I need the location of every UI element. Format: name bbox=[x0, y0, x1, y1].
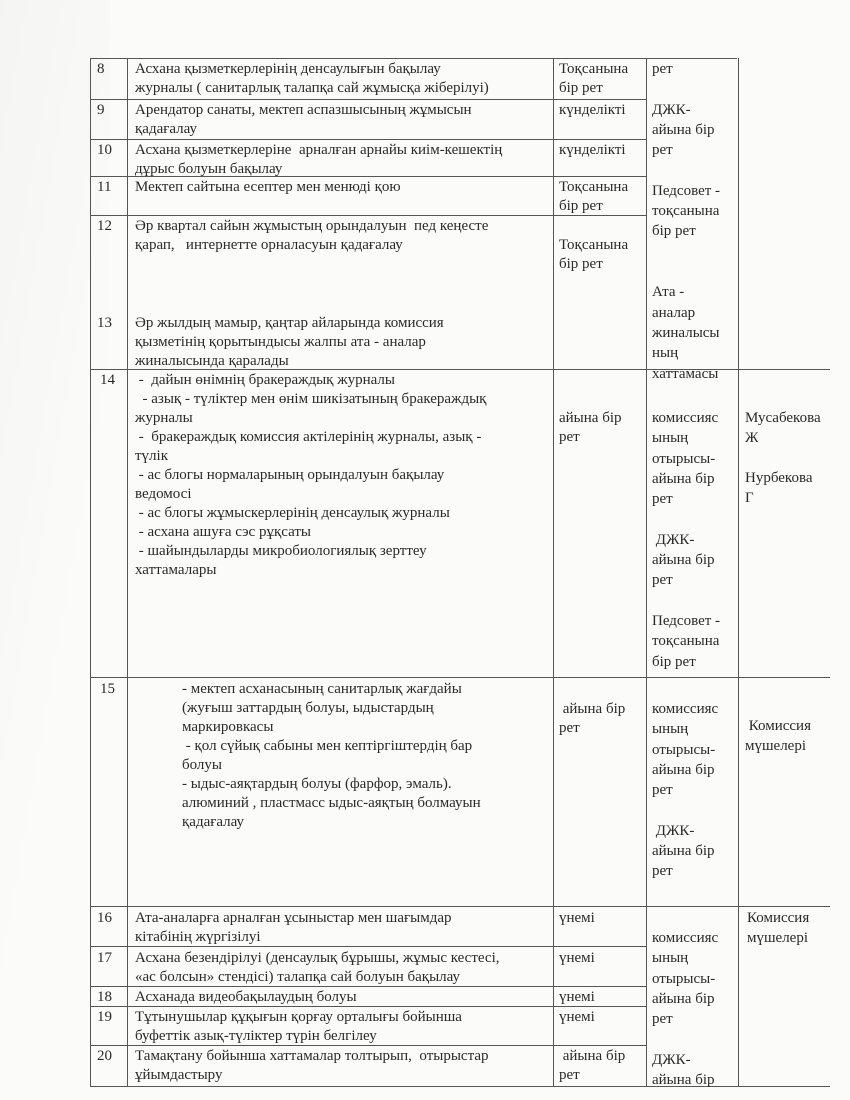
report-form-line: ДЖК- bbox=[652, 532, 695, 548]
report-form-line: комиссияс bbox=[652, 701, 719, 717]
row-text-line: Асхана қызметкерлеріне арналған арнайы киім-кешектің bbox=[135, 142, 503, 158]
row-text-line: журналы bbox=[135, 410, 193, 426]
report-form-line: Педсовет - bbox=[652, 183, 721, 199]
row-number: 8 bbox=[97, 61, 105, 77]
report-form-line: хаттамасы bbox=[652, 366, 719, 382]
report-form-line: айына бір bbox=[652, 1072, 715, 1088]
report-form-line: комиссияс bbox=[652, 930, 719, 946]
row-text-line: - шайындыларды микробиологиялық зерттеу bbox=[135, 543, 427, 559]
report-form-line: айына бір bbox=[652, 991, 715, 1007]
row-text-line: Асханада видеобақылаудың болуы bbox=[135, 989, 357, 1005]
row-number: 10 bbox=[97, 142, 112, 158]
scan-shadow bbox=[0, 0, 110, 1100]
report-form-line: бір рет bbox=[652, 223, 696, 239]
row-text-line: - азық - түліктер мен өнім шикізатының бракераждық bbox=[135, 391, 487, 407]
report-form-line: ДЖК- bbox=[652, 823, 695, 839]
row-text-line: қадағалау bbox=[182, 814, 245, 830]
row-text-line: буфеттік азық-түліктер түрін белгілеу bbox=[135, 1028, 377, 1044]
row-text-line: Асхана безендірілуі (денсаулық бұрышы, жұмыс кестесі, bbox=[135, 950, 500, 966]
row-number: 18 bbox=[97, 989, 112, 1005]
report-form-line: ының bbox=[652, 950, 689, 966]
responsible-line: Комиссия bbox=[745, 718, 811, 734]
row-text-line: Мектеп сайтына есептер мен менюді қою bbox=[135, 179, 401, 195]
row-number: 11 bbox=[97, 179, 112, 195]
report-form-line: жиналысы bbox=[652, 325, 720, 341]
report-form-line: ының bbox=[652, 721, 689, 737]
period-text: рет bbox=[559, 429, 580, 445]
report-form-line: комиссияс bbox=[652, 410, 719, 426]
period-text: рет bbox=[559, 720, 580, 736]
row-text-line: алюминий , пластмасс ыдыс-аяқтың болмауын bbox=[182, 795, 481, 811]
report-form-line: ДЖК- bbox=[652, 102, 691, 118]
report-form-line: айына бір bbox=[652, 843, 715, 859]
row-text-line: қызметінің қорытындысы жалпы ата - аналар bbox=[135, 334, 426, 350]
period-text: үнемі bbox=[559, 910, 595, 926]
responsible-line: Ж bbox=[745, 430, 759, 446]
period-text: бір рет bbox=[559, 256, 603, 272]
report-form-line: бір рет bbox=[652, 654, 696, 670]
responsible-line: мүшелері bbox=[745, 738, 807, 754]
row-number: 9 bbox=[97, 102, 105, 118]
row-number: 20 bbox=[97, 1048, 112, 1064]
row-text-line: жиналысында қаралады bbox=[135, 353, 289, 369]
row-text-line: - дайын өнімнің бракераждық журналы bbox=[135, 372, 395, 388]
period-text: күнделікті bbox=[559, 142, 626, 158]
report-form-line: рет bbox=[652, 491, 673, 507]
row-text-line: Асхана қызметкерлерінің денсаулығын бақылау bbox=[135, 61, 441, 77]
period-text: бір рет bbox=[559, 80, 603, 96]
row-text-line: дұрыс болуын бақылау bbox=[135, 161, 283, 177]
row-text-line: ұйымдастыру bbox=[135, 1067, 223, 1083]
report-form-line: рет bbox=[652, 1011, 673, 1027]
row-text-line: «ас болсын» стендісі) талапқа сай болуын бақылау bbox=[135, 969, 461, 985]
period-text: үнемі bbox=[559, 950, 595, 966]
responsible-line: Нурбекова bbox=[745, 470, 813, 486]
row-text-line: кітабінің жүргізілуі bbox=[135, 929, 261, 945]
row-number: 12 bbox=[97, 218, 112, 234]
responsible-line: Комиссия bbox=[747, 910, 810, 926]
row-text-line: - ыдыс-аяқтардың болуы (фарфор, эмаль). bbox=[182, 776, 452, 792]
period-text: үнемі bbox=[559, 989, 595, 1005]
row-number: 15 bbox=[100, 681, 115, 697]
row-number: 16 bbox=[97, 910, 112, 926]
report-form-line: ДЖК- bbox=[652, 1052, 691, 1068]
report-form-line: тоқсанына bbox=[652, 633, 720, 649]
report-form-line: отырысы- bbox=[652, 742, 716, 758]
row-text-line: Тамақтану бойынша хаттамалар толтырып, отырыстар bbox=[135, 1048, 489, 1064]
period-text: айына бір bbox=[559, 701, 626, 717]
report-form-line: рет bbox=[652, 142, 673, 158]
period-text: Тоқсанына bbox=[559, 61, 629, 77]
report-form-line: айына бір bbox=[652, 122, 715, 138]
row-text-line: (жуғыш заттардың болуы, ыдыстардың bbox=[182, 700, 434, 716]
row-text-line: хаттамалары bbox=[135, 562, 217, 578]
responsible-line: мүшелері bbox=[747, 930, 809, 946]
row-text-line: - ас блогы жұмыскерлерінің денсаулық журналы bbox=[135, 505, 450, 521]
responsible-line: Мусабекова bbox=[745, 410, 821, 426]
row-text-line: Әр жылдың мамыр, қаңтар айларында комиссия bbox=[135, 315, 444, 331]
row-text-line: қарап, интернетте орналасуын қадағалау bbox=[135, 237, 403, 253]
period-text: Тоқсанына bbox=[559, 237, 629, 253]
row-text-line: Әр квартал сайын жұмыстың орындалуын пед кеңесте bbox=[135, 218, 489, 234]
row-text-line: қадағалау bbox=[135, 121, 198, 137]
report-form-line: ының bbox=[652, 430, 689, 446]
row-number: 19 bbox=[97, 1009, 112, 1025]
period-text: күнделікті bbox=[559, 102, 626, 118]
report-form-line: айына бір bbox=[652, 762, 715, 778]
report-form-line: отырысы- bbox=[652, 971, 716, 987]
report-form-line: Ата - bbox=[652, 284, 685, 300]
period-text: айына бір bbox=[559, 410, 622, 426]
period-text: үнемі bbox=[559, 1009, 595, 1025]
row-text-line: - мектеп асханасының санитарлық жағдайы bbox=[182, 681, 462, 697]
period-text: рет bbox=[559, 1067, 580, 1083]
report-form-line: рет bbox=[652, 863, 673, 879]
period-text: Тоқсанына bbox=[559, 179, 629, 195]
row-text-line: болуы bbox=[182, 757, 222, 773]
report-form-line: рет bbox=[652, 782, 673, 798]
period-text: айына бір bbox=[559, 1048, 626, 1064]
row-text-line: - асхана ашуға сэс рұқсаты bbox=[135, 524, 311, 540]
row-text-line: журналы ( санитарлық талапқа сай жұмысқа жіберілуі) bbox=[135, 80, 489, 96]
report-form-line: аналар bbox=[652, 305, 696, 321]
row-text-line: түлік bbox=[135, 448, 168, 464]
row-number: 14 bbox=[100, 372, 115, 388]
responsible-line: Г bbox=[745, 490, 754, 506]
row-text-line: - қол сүйық сабыны мен кептіргіштердің бар bbox=[182, 738, 473, 754]
row-text-line: Арендатор санаты, мектеп аспазшысының жұмысын bbox=[135, 102, 472, 118]
report-form-line: ның bbox=[652, 345, 679, 361]
report-form-line: тоқсанына bbox=[652, 203, 720, 219]
report-form-line: айына бір bbox=[652, 552, 715, 568]
row-text-line: - бракераждық комиссия актілерінің журналы, азық - bbox=[135, 429, 482, 445]
row-text-line: - ас блогы нормаларының орындалуын бақылау bbox=[135, 467, 445, 483]
row-number: 17 bbox=[97, 950, 112, 966]
row-number: 13 bbox=[97, 315, 112, 331]
report-form-line: Педсовет - bbox=[652, 613, 721, 629]
period-text: бір рет bbox=[559, 198, 603, 214]
row-text-line: ведомосі bbox=[135, 486, 192, 502]
report-form-line: отырысы- bbox=[652, 451, 716, 467]
row-text-line: Тұтынушылар құқығын қорғау орталығы бойынша bbox=[135, 1009, 462, 1025]
report-form-line: рет bbox=[652, 572, 673, 588]
report-form-line: айына бір bbox=[652, 471, 715, 487]
row-text-line: маркировкасы bbox=[182, 719, 274, 735]
row-text-line: Ата-аналарға арналған ұсыныстар мен шағымдар bbox=[135, 910, 452, 926]
report-form-line: рет bbox=[652, 61, 673, 77]
